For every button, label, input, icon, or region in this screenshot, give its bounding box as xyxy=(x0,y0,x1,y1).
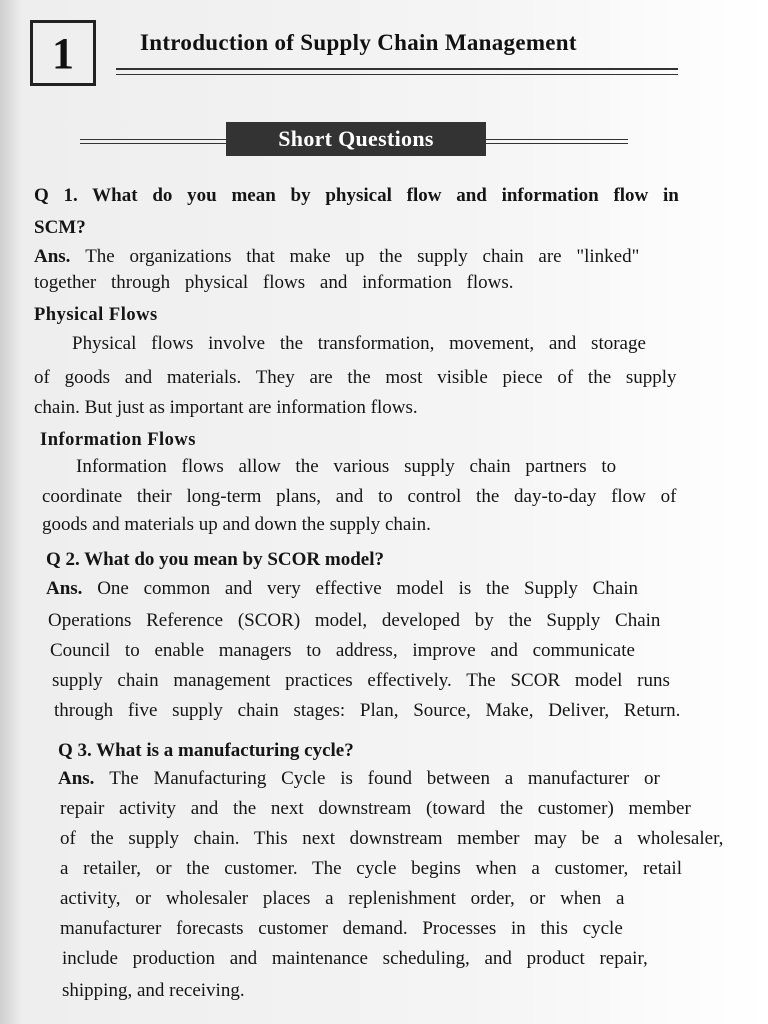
chapter-title: Introduction of Supply Chain Management xyxy=(140,30,577,55)
text-line xyxy=(60,858,682,880)
section-rule-right xyxy=(486,139,628,140)
line-text: One common and very effective model is the Supply Chain xyxy=(97,578,638,599)
text-line xyxy=(42,514,431,536)
line-text: Physical flows involve the transformation, movement, and storage xyxy=(72,333,646,354)
line-text: include production and maintenance scheduling, and product repair, xyxy=(62,948,648,969)
answer-label: Ans. xyxy=(58,768,110,789)
line-text: Council to enable managers to address, improve and communicate xyxy=(50,640,635,661)
line-text: of goods and materials. They are the most visible piece of the supply xyxy=(34,367,677,388)
text-line xyxy=(34,272,514,294)
line-text: Q 1. What do you mean by physical flow and information flow in xyxy=(34,185,679,206)
section-heading xyxy=(40,430,196,451)
line-text: supply chain management practices effectively. The SCOR model runs xyxy=(52,670,670,691)
section-rule-left-2 xyxy=(80,143,226,144)
text-line xyxy=(60,798,691,820)
line-text: a retailer, or the customer. The cycle begins when a customer, retail xyxy=(60,858,682,879)
line-text: SCM? xyxy=(34,217,86,238)
line-text: activity, or wholesaler places a replenishment order, or when a xyxy=(60,888,625,909)
text-line xyxy=(50,640,635,662)
text-line xyxy=(60,828,723,850)
text-line xyxy=(62,948,648,970)
line-text: The Manufacturing Cycle is found between a manufacturer or xyxy=(109,768,660,789)
text-line xyxy=(46,578,638,600)
line-text: Operations Reference (SCOR) model, developed by the Supply Chain xyxy=(48,610,661,631)
text-line xyxy=(34,246,639,268)
text-line xyxy=(58,768,660,790)
text-line xyxy=(42,486,676,508)
text-line xyxy=(62,980,245,1002)
title-underline-2 xyxy=(116,74,678,75)
line-text: The organizations that make up the supply chain are "linked" xyxy=(85,246,640,267)
section-label-short-questions xyxy=(226,122,486,156)
text-line xyxy=(48,610,660,632)
title-underline-1 xyxy=(116,68,678,70)
text-line xyxy=(34,397,418,419)
line-text: manufacturer forecasts customer demand. Processes in this cycle xyxy=(60,918,623,939)
question-line xyxy=(58,740,354,762)
chapter-number: 1 xyxy=(52,28,74,78)
line-text: Information Flows xyxy=(40,430,196,450)
text-line xyxy=(34,367,677,389)
line-text: Q 3. What is a manufacturing cycle? xyxy=(58,740,354,761)
text-line xyxy=(76,456,616,478)
line-text: coordinate their long-term plans, and to control the day-to-day flow of xyxy=(42,486,677,507)
text-line xyxy=(60,888,624,910)
question-line xyxy=(46,549,384,571)
question-line xyxy=(34,185,679,207)
section-rule-left xyxy=(80,139,226,140)
line-text: Q 2. What do you mean by SCOR model? xyxy=(46,549,385,570)
line-text: goods and materials up and down the supply chain. xyxy=(42,514,431,535)
line-text: shipping, and receiving. xyxy=(62,980,245,1001)
section-heading xyxy=(34,305,158,326)
text-line xyxy=(52,670,670,692)
line-text: Physical Flows xyxy=(34,305,158,325)
text-line xyxy=(60,918,623,940)
line-text: chain. But just as important are information flows. xyxy=(34,397,418,418)
line-text: repair activity and the next downstream (toward the customer) member xyxy=(60,798,691,819)
text-line xyxy=(72,333,646,355)
answer-label: Ans. xyxy=(46,578,98,599)
section-label-text: Short Questions xyxy=(278,126,434,151)
question-line xyxy=(34,217,86,239)
line-text: of the supply chain. This next downstream member may be a wholesaler, xyxy=(60,828,724,849)
chapter-number-box xyxy=(30,20,96,86)
text-line xyxy=(54,700,680,722)
line-text: together through physical flows and information flows. xyxy=(34,272,514,293)
answer-label: Ans. xyxy=(34,246,86,267)
line-text: Information flows allow the various supply chain partners to xyxy=(76,456,617,477)
line-text: through five supply chain stages: Plan, Source, Make, Deliver, Return. xyxy=(54,700,681,721)
section-rule-right-2 xyxy=(486,143,628,144)
